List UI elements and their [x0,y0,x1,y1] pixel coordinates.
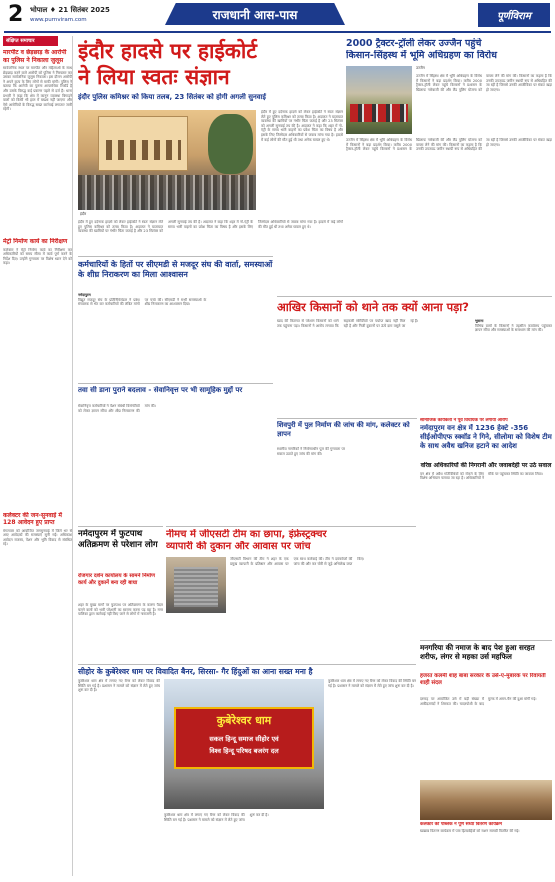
farmers-story [277,296,552,416]
section-title: राजधानी आस-पास [212,8,298,22]
urs-caption: कलेक्टर की पब्लिक ने पूर्ण संध्या वितरण कार्यक्रम [420,822,502,827]
gst-body: जीएसटी विभाग की टीम ने शहर के एक प्रमुख व्यापारी के प्रतिष्ठान और आवास पर एक साथ कार्रवाई की। टीम ने दस्तावेजों की जांच की और कर चोरी से जुड़े अभिलेख जब्त किए। [230,557,365,566]
left-story-3-body: मंगलवार को आयोजित जनसुनवाई में जिले भर से आए आवेदकों की समस्याएं सुनी गईं। अधिकांश आवेदन राजस्व, पेंशन और भूमि विवाद से संबंधित रहे। [3,528,72,547]
lead-body-right: इंदौर में हुए दर्दनाक हादसे को लेकर हाईकोर्ट ने स्वतः संज्ञान लेते हुए पुलिस कमिश्नर को तलब किया है। अदालत ने यातायात व्यवस्था की खामियों पर गंभीर चिंता जताई है और 23 सितंबर को अगली सुनवाई तय की है। अदालत ने कहा कि शहर में नो-एंट्री के समय भारी वाहनों का प्रवेश चिंता का विषय है और इसके लिए जिम्मेदार अधिकारियों से जवाब मांगा गया है। हादसे में कई लोगों की मौत हुई थी तथा अनेक घायल हुए थे। [261,110,343,142]
workers-credit: नर्मदापुरम [78,293,91,297]
banner-line-2: विश्व हिन्दू परिषद बजरंग दल [209,747,279,755]
left-story-2-headline: मेट्रो निर्माण कार्य का निरीक्षण [3,238,68,245]
farmers-sidebar-body: विभिन्न ग्रामों के किसानों ने तहसील कार्यालय पहुंचकर ज्ञापन सौंपा और समस्याओं के समाधान की मांग की। [475,323,552,333]
kubereshwar-story [78,664,416,878]
ujjain-credit: उज्जैन [416,66,425,70]
brief-tag: संक्षिप्त समाचार [3,36,58,46]
urs-caption-body: खाद्यान्न वितरण कार्यक्रम में पात्र हितग्राहियों को राशन सामग्री वितरित की गई। [420,829,520,833]
left-story-2-body: कलेक्टर ने मेट्रो निर्माण कार्य का निरीक्षण कर अधिकारियों को समय सीमा में कार्य पूर्ण करने के निर्देश दिए। उन्होंने गुणवत्ता पर विशेष ध्यान देने को कहा। [3,247,72,266]
masthead-website[interactable]: www.purnviram.com [30,17,87,23]
lead-story [78,38,343,253]
ujjain-body-bottom: उज्जैन में सिंहस्थ क्षेत्र में भूमि अधिग्रहण के विरोध में किसानों ने बड़ा प्रदर्शन किया। करीब 2000 ट्रैक्टर-ट्रॉली लेकर पहुंचे किसानों ने प्रशासन के खिलाफ नारेबाजी की और लैंड पूलिंग योजना को वापस लेने की मांग की। किसानों का कहना है कि उनकी उपजाऊ जमीन स्थायी रूप से अधिग्रहित की जा रही है जिससे उनकी आजीविका पर संकट खड़ा हो जाएगा। [346,138,552,152]
forest-kicker: सामाजिक कार्यकर्ता ने पूर्व विधायक पर लगाया आरोप [420,418,508,423]
forest-story [420,418,552,640]
urs-headline: मनगरिया की नमाज के बाद पेश हुआ सरहत शरीफ, लंगर से महका उर्स महफिल [420,643,535,661]
lead-headline-2: ने लिया स्वतः संज्ञान [78,65,230,89]
ujjain-photo-tractors [350,104,408,122]
retired-headline: तवा सी डाना पुराने बदलाव - सेवानिवृत्त पर भी सामूहिक मुद्दों पर [78,386,243,394]
gst-photo-shutter [174,567,218,607]
lead-photo [78,110,256,210]
workers-body: विद्युत मजदूर संघ के प्रतिनिधिमंडल ने प्रबंध संचालक से भेंट कर कर्मचारियों की लंबित मांगों पर चर्चा की। सीएमडी ने सभी समस्याओं के शीघ्र निराकरण का आश्वासन दिया। [78,297,207,307]
urs-body: दरगाह पर आयोजित उर्स में बड़ी संख्या में अकीदतमंदों ने शिरकत की। चादरपोशी के बाद मुल्क में अमन-चैन की दुआ मांगी गई। [420,697,537,706]
encroach-story [78,526,163,661]
farmers-sidebar [475,319,552,414]
urs-story [420,640,552,876]
ujjain-photo [346,66,412,134]
left-story-1-headline: मारपीट व छेड़छाड़ के आरोपी का पुलिस ने निकाला जुलूस [3,49,67,64]
farmers-body: खाद की किल्लत से परेशान किसानों को थाने तक पहुंचना पड़ा। किसानों ने आरोप लगाया कि सहकारी समितियों पर पर्याप्त खाद नहीं मिल रही है और निजी दुकानों पर ऊंचे दाम वसूले जा रहे हैं। [277,319,419,328]
banner-line-1: सकल हिन्दू समाज सीहोर एवं [209,735,279,743]
retired-body: सेवानिवृत्त कर्मचारियों ने पेंशन संबंधी विसंगतियों को लेकर ज्ञापन सौंपा और शीघ्र निराकरण की मांग की। [78,404,156,413]
lead-photo-tree [208,114,253,174]
gst-headline-2: व्यापारी की दुकान और आवास पर जांच [166,541,311,552]
lead-body-bottom: इंदौर में हुए दर्दनाक हादसे को लेकर हाईकोर्ट ने स्वतः संज्ञान लेते हुए पुलिस कमिश्नर को तलब किया है। अदालत ने यातायात व्यवस्था की खामियों पर गंभीर चिंता जताई है और 23 सितंबर को अगली सुनवाई तय की है। अदालत ने कहा कि शहर में नो-एंट्री के समय भारी वाहनों का प्रवेश चिंता का विषय है और इसके लिए जिम्मेदार अधिकारियों से जवाब मांगा गया है। हादसे में कई लोगों की मौत हुई थी तथा अनेक घायल हुए थे। [78,220,343,234]
retired-story [78,383,273,523]
encroach-subhead: रोजगार दर्शन कार्यालय के सामने निर्माण कार्य और दुकानें बना रही बाधा [78,573,155,586]
workers-headline: कर्मचारियों के हितों पर सीएमडी से मजदूर संघ की वार्ता, समस्याओं के शीघ्र निराकरण का मिला आश्वासन [78,260,273,279]
urs-photo [420,780,552,820]
kubereshwar-headline: सीहोर के कुबेरेश्वर धाम पर विवादित बैनर, सिरसा- गैर हिंदुओं का आना सख्त मना है [78,667,313,676]
ujjain-headline-1: 2000 ट्रैक्टर-ट्रॉली लेकर उज्जैन पहुंचे [346,38,482,49]
encroach-headline: नर्मदापुरम में फुटपाथ अतिक्रमण से परेशान लोग [78,529,158,550]
masthead-divider [4,31,551,33]
forest-subhead: वरिष्ठ अधिकारियों की निगरानी और जवाबदेही पर उठे सवाल [420,462,552,469]
gst-photo [166,557,226,613]
banner-title: कुबेरेश्वर धाम [216,714,272,727]
kubereshwar-body: कुबेरेश्वर धाम क्षेत्र में लगाए गए बैनर को लेकर विवाद की स्थिति बन गई है। प्रशासन ने मामले को संज्ञान में लेते हुए जांच शुरू कर दी है। [78,679,160,693]
gst-story [166,526,416,661]
lead-headline-1: इंदौर हादसे पर हाईकोर्ट [78,39,257,63]
ujjain-body-top: उज्जैन में सिंहस्थ क्षेत्र में भूमि अधिग्रहण के विरोध में किसानों ने बड़ा प्रदर्शन किया। करीब 2000 ट्रैक्टर-ट्रॉली लेकर पहुंचे किसानों ने प्रशासन के खिलाफ नारेबाजी की और लैंड पूलिंग योजना को वापस लेने की मांग की। किसानों का कहना है कि उनकी उपजाऊ जमीन स्थायी रूप से अधिग्रहित की जा रही है जिससे उनकी आजीविका पर संकट खड़ा हो जाएगा। [416,74,552,92]
masthead [0,0,555,34]
urs-subhead: हजरत कलमी शाह बाबा सरकार के उर्स-ए-मुबारक पर रिवायती शाही संदल [420,673,546,686]
kubereshwar-photo [164,679,324,809]
ujjain-story [346,38,552,294]
kubereshwar-body-right: कुबेरेश्वर धाम क्षेत्र में लगाए गए बैनर को लेकर विवाद की स्थिति बन गई है। प्रशासन ने मामले को संज्ञान में लेते हुए जांच शुरू कर दी है। [328,679,416,688]
left-column [3,36,73,876]
kubereshwar-banner [174,707,314,769]
farmers-headline: आखिर किसानों को थाने तक क्यों आना पड़ा? [277,300,469,314]
kubereshwar-body-bottom: कुबेरेश्वर धाम क्षेत्र में लगाए गए बैनर को लेकर विवाद की स्थिति बन गई है। प्रशासन ने मामले को संज्ञान में लेते हुए जांच शुरू कर दी है। [164,813,269,822]
left-story-3-headline: कलेक्टर की जन-सुनवाई में 128 आवेदन हुए प्राप्त [3,511,62,526]
farmers-sidebar-credit: भुवाना [475,319,484,323]
lead-photo-credit: इंदौर [80,212,87,216]
gst-headline-1: नीमच में जीएसटी टीम का छापा, इंफ्रेस्ट्रक्चर [166,529,327,540]
lead-photo-arches [106,140,181,160]
masthead-date: भोपाल ♦ 21 सितंबर 2025 [30,6,110,14]
ujjain-headline-2: किसान-सिंहस्थ में भूमि अधिग्रहण का विरोध [346,50,497,61]
brand-logo: पूर्णविराम [497,11,531,22]
bridge-story [277,418,417,522]
forest-body: वन क्षेत्र में अवैध गतिविधियों को रोकने के लिए विशेष अभियान चलाया जा रहा है। अधिकारियों ने मौके पर पहुंचकर स्थिति का जायजा लिया। [420,471,543,481]
bridge-body: स्थानीय नागरिकों ने निर्माणाधीन पुल की गुणवत्ता पर सवाल उठाते हुए जांच की मांग की। [277,447,345,456]
bridge-headline: शिवपुरी में पुल निर्माण की जांच की मांग, कलेक्टर को ज्ञापन [277,421,410,438]
lead-photo-crowd [78,175,256,210]
page-number: 2 [8,2,24,27]
workers-story [78,256,273,380]
forest-headline: नर्मदापुरम वन क्षेत्र में 1236 हेक्टे -356 सीईओपीएफ स्क्वॉड ने गिने, सीलोमा को विशेष टीम के साथ अवैध खनिज हटाने का आदेश [420,424,552,450]
left-story-1-body: सार्वजनिक स्थल पर मारपीट और महिलाओं के साथ छेड़छाड़ करने वाले आरोपी को पुलिस ने गिरफ्तार कर उसका सार्वजनिक जुलूस निकाला। इस दौरान आरोपी ने अपने कृत्य के लिए लोगों से माफी मांगी। पुलिस ने बताया कि आरोपी का पुराना आपराधिक रिकॉर्ड है और उसके विरुद्ध कई प्रकरण पहले से दर्ज हैं। थाना प्रभारी ने कहा कि क्षेत्र में कानून व्यवस्था बिगाड़ने वालों को किसी भी हाल में बख्शा नहीं जाएगा और ऐसे आरोपियों के विरुद्ध सख्त कार्रवाई लगातार जारी रहेगी। [3,66,72,112]
encroach-body: शहर के मुख्य मार्गों पर फुटपाथ पर अतिक्रमण के कारण पैदल चलने वालों को भारी परेशानी का सामना करना पड़ रहा है। नगर पालिका द्वारा कार्रवाई नहीं किए जाने से लोगों में नाराजगी है। [78,603,163,617]
lead-subhead: इंदौर पुलिस कमिश्नर को किया तलब, 23 सितंबर को होगी अगली सुनवाई [78,93,266,101]
